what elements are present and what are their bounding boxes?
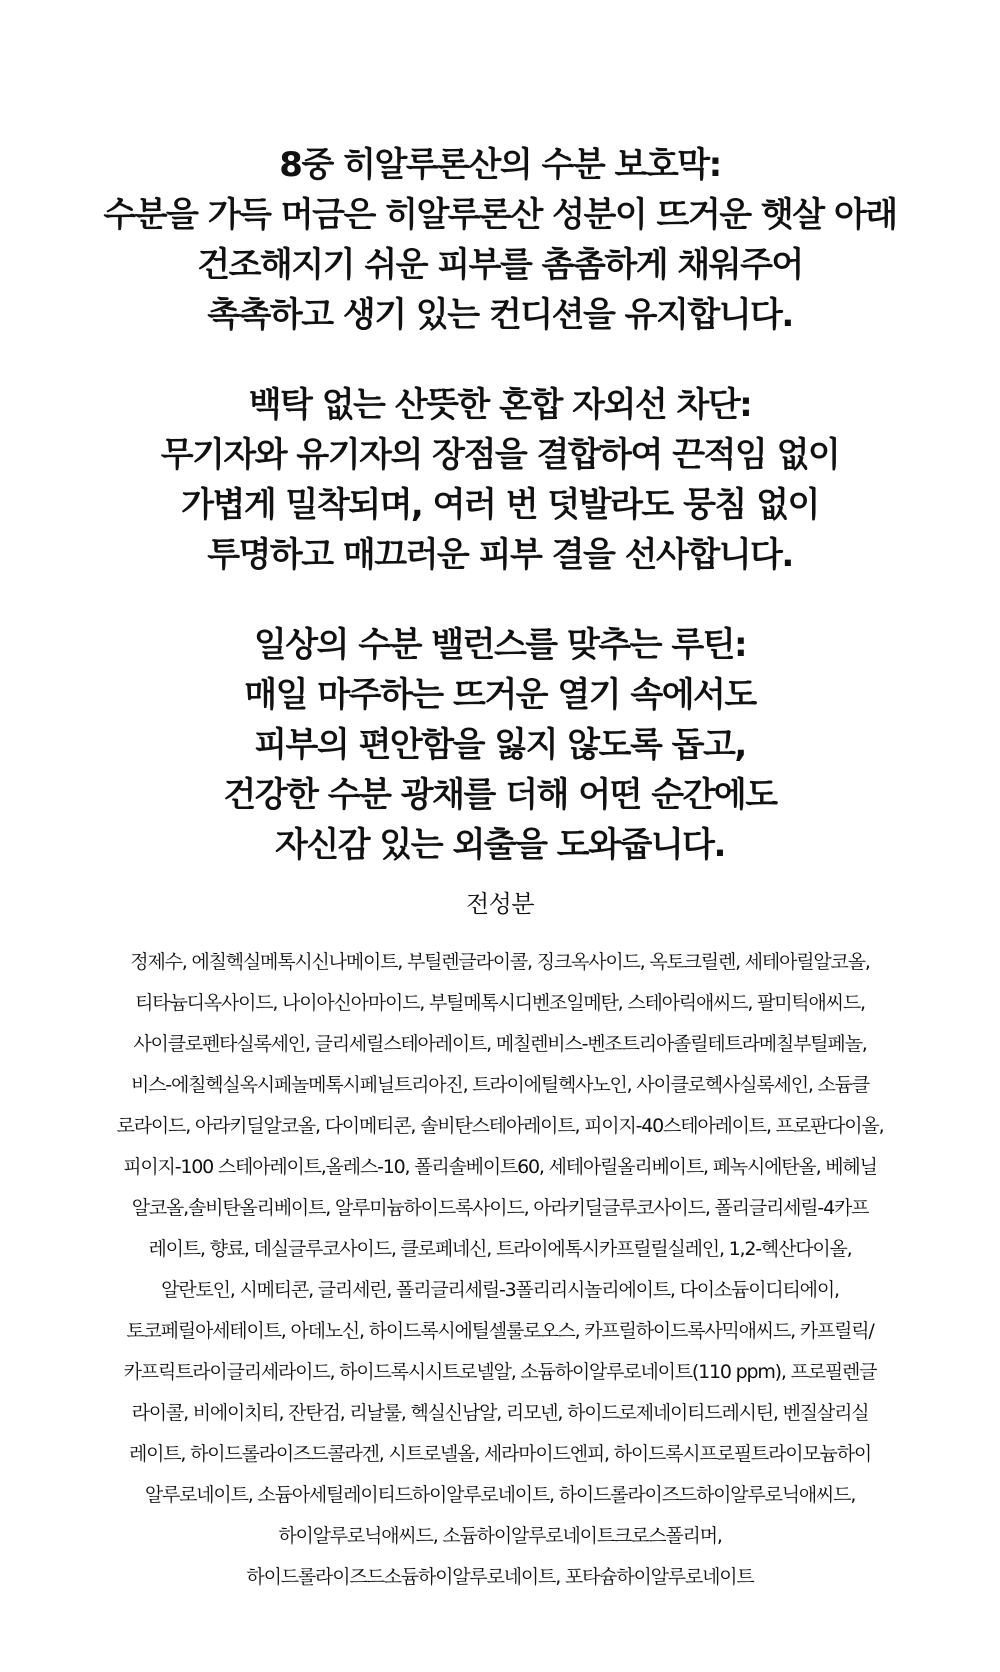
feature-text-line: 가볍게 밀착되며, 여러 번 덧발라도 뭉침 없이 <box>181 485 819 525</box>
ingredient-line: 카프릭트라이글리세라이드, 하이드록시시트로넬알, 소듐하이알루로네이트(110 ppm), 프로필렌글 <box>123 1361 877 1383</box>
feature-block-sunscreen <box>0 380 1000 580</box>
ingredient-line: 로라이드, 아라키딜알코올, 다이메티콘, 솔비탄스테아레이트, 피이지-40스테아레이트, 프로판다이올, <box>116 1115 884 1137</box>
ingredient-line: 알루로네이트, 소듐아세틸레이티드하이알루로네이트, 하이드롤라이즈드하이알루로닉애씨드, <box>144 1484 856 1506</box>
ingredients-section <box>0 888 1000 1598</box>
ingredient-line: 티타늄디옥사이드, 나이아신아마이드, 부틸메톡시디벤조일메탄, 스테아릭애씨드, 팔미틱애씨드, <box>135 992 865 1014</box>
ingredient-line: 토코페릴아세테이트, 아데노신, 하이드록시에틸셀룰로오스, 카프릴하이드록사믹애씨드, 카프릴릭/ <box>126 1320 874 1342</box>
ingredient-line: 하이드롤라이즈드소듐하이알루로네이트, 포타슘하이알루로네이트 <box>246 1566 754 1588</box>
feature-heading: 백탁 없는 산뜻한 혼합 자외선 차단: <box>248 385 752 425</box>
ingredient-line: 알코올,솔비탄올리베이트, 알루미늄하이드록사이드, 아라키딜글루코사이드, 폴리글리세릴-4카프 <box>131 1197 869 1219</box>
feature-heading: 8중 히알루론산의 수분 보호막: <box>279 145 721 185</box>
feature-text-line: 무기자와 유기자의 장점을 결합하여 끈적임 없이 <box>160 435 840 475</box>
feature-text-line: 자신감 있는 외출을 도와줍니다. <box>275 825 725 865</box>
ingredient-line: 비스-에칠헥실옥시페놀메톡시페닐트리아진, 트라이에틸헥사노인, 사이클로헥사실록세인, 소듐클 <box>130 1074 869 1096</box>
feature-block-hyaluronic <box>0 140 1000 340</box>
feature-text-line: 수분을 가득 머금은 히알루론산 성분이 뜨거운 햇살 아래 <box>103 195 897 235</box>
ingredient-line: 라이콜, 비에이치티, 잔탄검, 리날룰, 헥실신남알, 리모넨, 하이드로제네이티드레시틴, 벤질살리실 <box>131 1402 869 1424</box>
ingredient-line: 사이클로펜타실록세인, 글리세릴스테아레이트, 메칠렌비스-벤조트리아졸릴테트라메칠부틸페놀, <box>133 1033 867 1055</box>
ingredient-line: 레이트, 향료, 데실글루코사이드, 클로페네신, 트라이에톡시카프릴릴실레인, 1,2-헥산다이올, <box>148 1238 852 1260</box>
feature-text-line: 건조해지기 쉬운 피부를 촘촘하게 채워주어 <box>197 245 803 285</box>
feature-descriptions <box>0 140 1000 910</box>
ingredients-title: 전성분 <box>465 890 535 918</box>
feature-text-line: 촉촉하고 생기 있는 컨디션을 유지합니다. <box>207 295 793 335</box>
feature-text-line: 건강한 수분 광채를 더해 어떤 순간에도 <box>223 775 777 815</box>
feature-text-line: 매일 마주하는 뜨거운 열기 속에서도 <box>244 675 756 715</box>
feature-text-line: 피부의 편안함을 잃지 않도록 돕고, <box>254 725 746 765</box>
ingredient-line: 피이지-100 스테아레이트,올레스-10, 폴리솔베이트60, 세테아릴올리베이트, 페녹시에탄올, 베헤닐 <box>123 1156 877 1178</box>
feature-text-line: 투명하고 매끄러운 피부 결을 선사합니다. <box>207 535 793 575</box>
feature-block-routine <box>0 620 1000 870</box>
feature-heading: 일상의 수분 밸런스를 맞추는 루틴: <box>253 625 747 665</box>
ingredient-line: 레이트, 하이드롤라이즈드콜라겐, 시트로넬올, 세라마이드엔피, 하이드록시프로필트라이모늄하이 <box>128 1443 872 1465</box>
ingredient-line: 정제수, 에칠헥실메톡시신나메이트, 부틸렌글라이콜, 징크옥사이드, 옥토크릴렌, 세테아릴알코올, <box>130 951 870 973</box>
ingredient-line: 하이알루로닉애씨드, 소듐하이알루로네이트크로스폴리머, <box>278 1525 722 1547</box>
ingredient-line: 알란토인, 시메티콘, 글리세린, 폴리글리세릴-3폴리리시놀리에이트, 다이소듐이디티에이, <box>161 1279 839 1301</box>
